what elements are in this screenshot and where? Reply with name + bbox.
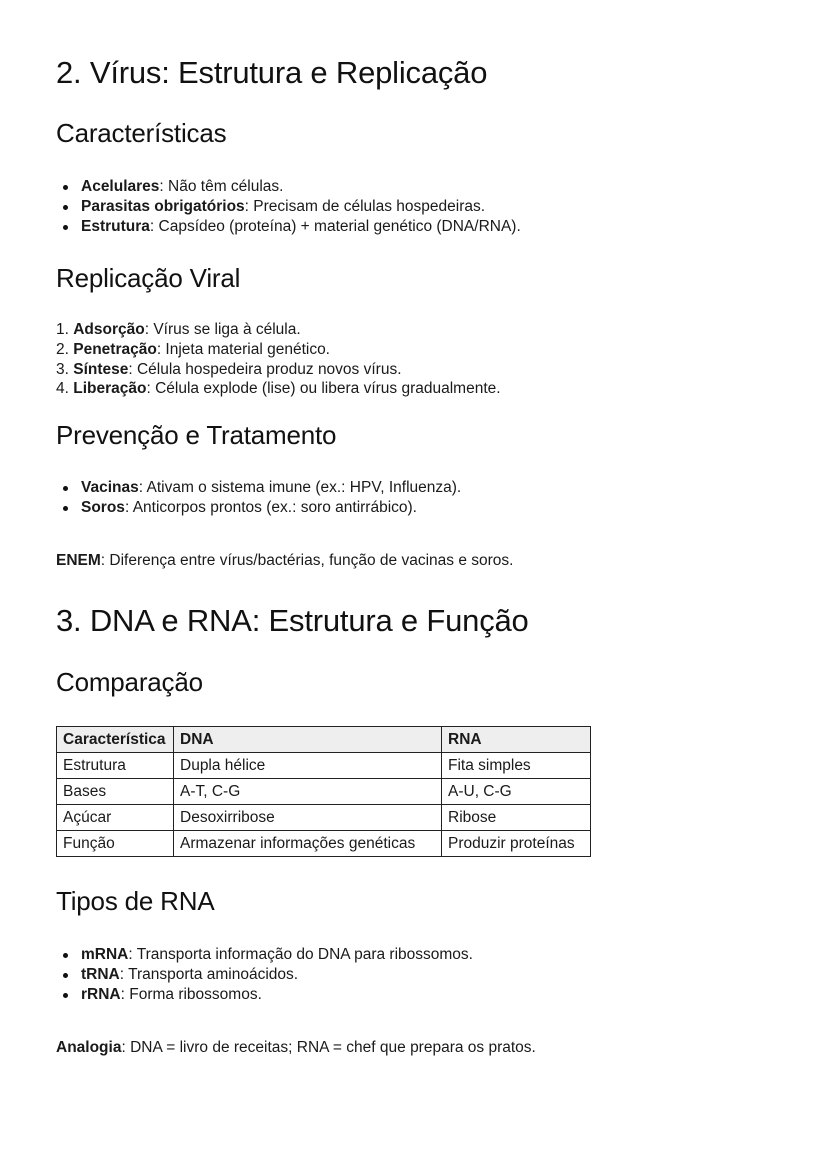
caracteristicas-heading: Características [56, 118, 227, 148]
prevencao-heading: Prevenção e Tratamento [56, 420, 337, 450]
list-item: 3. Síntese: Célula hospedeira produz novos vírus. [56, 360, 402, 378]
comparacao-heading: Comparação [56, 667, 203, 697]
dna-rna-comparison-table [56, 726, 591, 857]
table-row: Estrutura Dupla hélice Fita simples [57, 753, 591, 779]
list-item: 2. Penetração: Injeta material genético. [56, 340, 330, 358]
caracteristicas-list [56, 177, 521, 236]
replicacao-steps [56, 320, 501, 399]
list-item: Estrutura: Capsídeo (proteína) + material genético (DNA/RNA). [56, 217, 521, 237]
list-item: tRNA: Transporta aminoácidos. [56, 965, 473, 985]
table-row: Bases A-T, C-G A-U, C-G [57, 779, 591, 805]
tipos-rna-list [56, 945, 473, 1004]
section-2-title: 2. Vírus: Estrutura e Replicação [56, 55, 488, 90]
table-header-row [57, 727, 591, 753]
list-item: Parasitas obrigatórios: Precisam de células hospedeiras. [56, 197, 521, 217]
header-rna: RNA [442, 727, 591, 753]
list-item: Soros: Anticorpos prontos (ex.: soro antirrábico). [56, 498, 461, 518]
list-item: rRNA: Forma ribossomos. [56, 985, 473, 1005]
list-item: Vacinas: Ativam o sistema imune (ex.: HPV, Influenza). [56, 478, 461, 498]
prevencao-list [56, 478, 461, 518]
analogia-note: Analogia: DNA = livro de receitas; RNA = chef que prepara os pratos. [56, 1039, 536, 1056]
list-item: 4. Liberação: Célula explode (lise) ou libera vírus gradualmente. [56, 380, 501, 398]
list-item: 1. Adsorção: Vírus se liga à célula. [56, 321, 301, 338]
list-item: Acelulares: Não têm células. [56, 177, 521, 197]
table-row: Função Armazenar informações genéticas Produzir proteínas [57, 831, 591, 857]
tipos-rna-heading: Tipos de RNA [56, 886, 215, 916]
enem-note: ENEM: Diferença entre vírus/bactérias, função de vacinas e soros. [56, 552, 514, 569]
list-item: mRNA: Transporta informação do DNA para ribossomos. [56, 945, 473, 965]
header-dna: DNA [174, 727, 442, 753]
section-3-title: 3. DNA e RNA: Estrutura e Função [56, 603, 529, 638]
header-caracteristica: Característica [57, 727, 174, 753]
table-row: Açúcar Desoxirribose Ribose [57, 805, 591, 831]
replicacao-heading: Replicação Viral [56, 263, 241, 293]
